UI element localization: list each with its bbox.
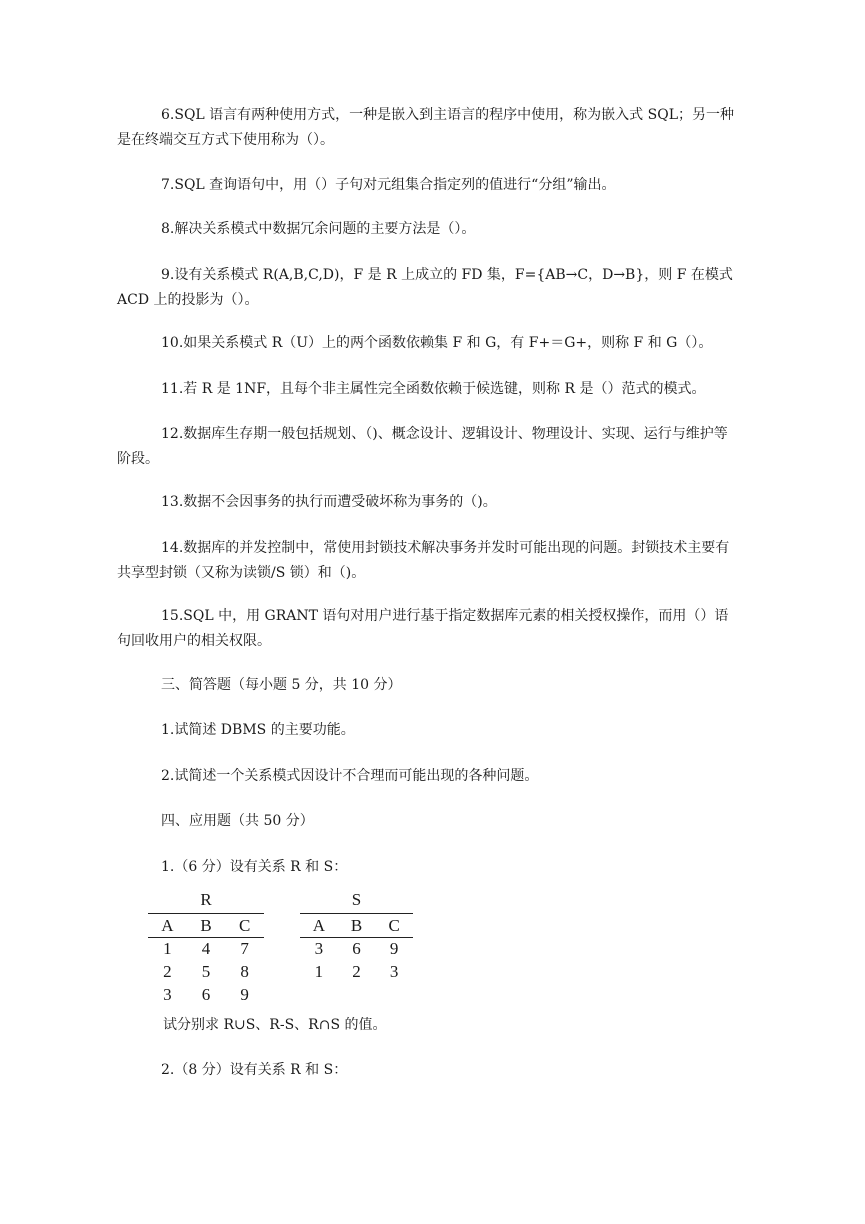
- question-13: 13.数据不会因事务的执行而遭受破坏称为事务的（)。: [161, 494, 497, 510]
- question-15: 15.SQL 中，用 GRANT 语句对用户进行基于指定数据库元素的相关授权操作，而用（）语句回收用户的相关权限。: [117, 608, 729, 649]
- relation-s-caption: S: [351, 890, 362, 909]
- table-cell: 2: [163, 962, 172, 981]
- table-row: [148, 962, 264, 982]
- section-heading-application: 四、应用题（共 50 分）: [161, 813, 314, 829]
- table-row: [148, 985, 264, 1005]
- table-row: [148, 939, 264, 959]
- question-7: 7.SQL 查询语句中，用（）子句对元组集合指定列的值进行“分组”输出。: [161, 177, 616, 193]
- table-cell: 4: [201, 939, 211, 958]
- question-12: 12.数据库生存期一般包括规划、（)、概念设计、逻辑设计、物理设计、实现、运行与维护等阶段。: [117, 426, 728, 467]
- table-row: [300, 939, 413, 959]
- table-cell: 3: [163, 985, 172, 1004]
- table-row: [300, 962, 413, 982]
- tables-question: 试分别求 R∪S、R-S、R∩S 的值。: [163, 1017, 387, 1033]
- relation-r-table: [148, 890, 264, 1010]
- table-cell: 6: [201, 985, 211, 1004]
- table-cell: 8: [240, 962, 249, 981]
- table-cell: 3: [314, 939, 324, 958]
- table-cell: 7: [240, 939, 249, 958]
- table-cell: 5: [201, 962, 211, 981]
- question-9: 9.设有关系模式 R(A,B,C,D)，F 是 R 上成立的 FD 集，F={AB→C，D→B}，则 F 在模式 ACD 上的投影为（）。: [117, 267, 733, 308]
- application-1: 1.（6 分）设有关系 R 和 S：: [161, 859, 348, 875]
- table-cell: 3: [389, 962, 399, 981]
- top-rule: [300, 913, 413, 914]
- short-answer-2: 2.试简述一个关系模式因设计不合理而可能出现的各种问题。: [161, 768, 539, 784]
- question-10: 10.如果关系模式 R（U）上的两个函数依赖集 F 和 G，有 F+＝G+，则称 F 和 G（）。: [161, 335, 713, 351]
- table-cell: 1: [314, 962, 324, 981]
- column-header: A: [161, 916, 174, 935]
- question-14: 14.数据库的并发控制中，常使用封锁技术解决事务并发时可能出现的问题。封锁技术主要有共享型封锁（又称为读锁/S 锁）和（)。: [117, 540, 730, 581]
- column-header: A: [312, 916, 325, 935]
- header-rule: [148, 937, 264, 938]
- table-cell: 2: [352, 962, 361, 981]
- header-rule: [300, 937, 413, 938]
- header-row: [148, 916, 264, 936]
- question-8: 8.解决关系模式中数据冗余问题的主要方法是（）。: [161, 221, 476, 237]
- relation-r-caption: R: [200, 890, 212, 909]
- section-heading-short-answer: 三、简答题（每小题 5 分，共 10 分）: [161, 677, 402, 693]
- application-2: 2.（8 分）设有关系 R 和 S：: [161, 1062, 348, 1078]
- table-cell: 9: [389, 939, 399, 958]
- short-answer-1: 1.试简述 DBMS 的主要功能。: [161, 722, 355, 738]
- header-row: [300, 916, 413, 936]
- column-header: B: [200, 916, 212, 935]
- column-header: B: [350, 916, 363, 935]
- column-header: C: [239, 916, 251, 935]
- table-cell: 6: [352, 939, 361, 958]
- question-11: 11.若 R 是 1NF，且每个非主属性完全函数依赖于候选键，则称 R 是（）范式的模式。: [161, 381, 706, 397]
- table-cell: 9: [240, 985, 249, 1004]
- relation-s-table: [300, 890, 413, 990]
- column-header: C: [388, 916, 400, 935]
- table-cell: 1: [163, 939, 172, 958]
- top-rule: [148, 913, 264, 914]
- question-6: 6.SQL 语言有两种使用方式，一种是嵌入到主语言的程序中使用，称为嵌入式 SQL；另一种是在终端交互方式下使用称为（）。: [117, 107, 734, 148]
